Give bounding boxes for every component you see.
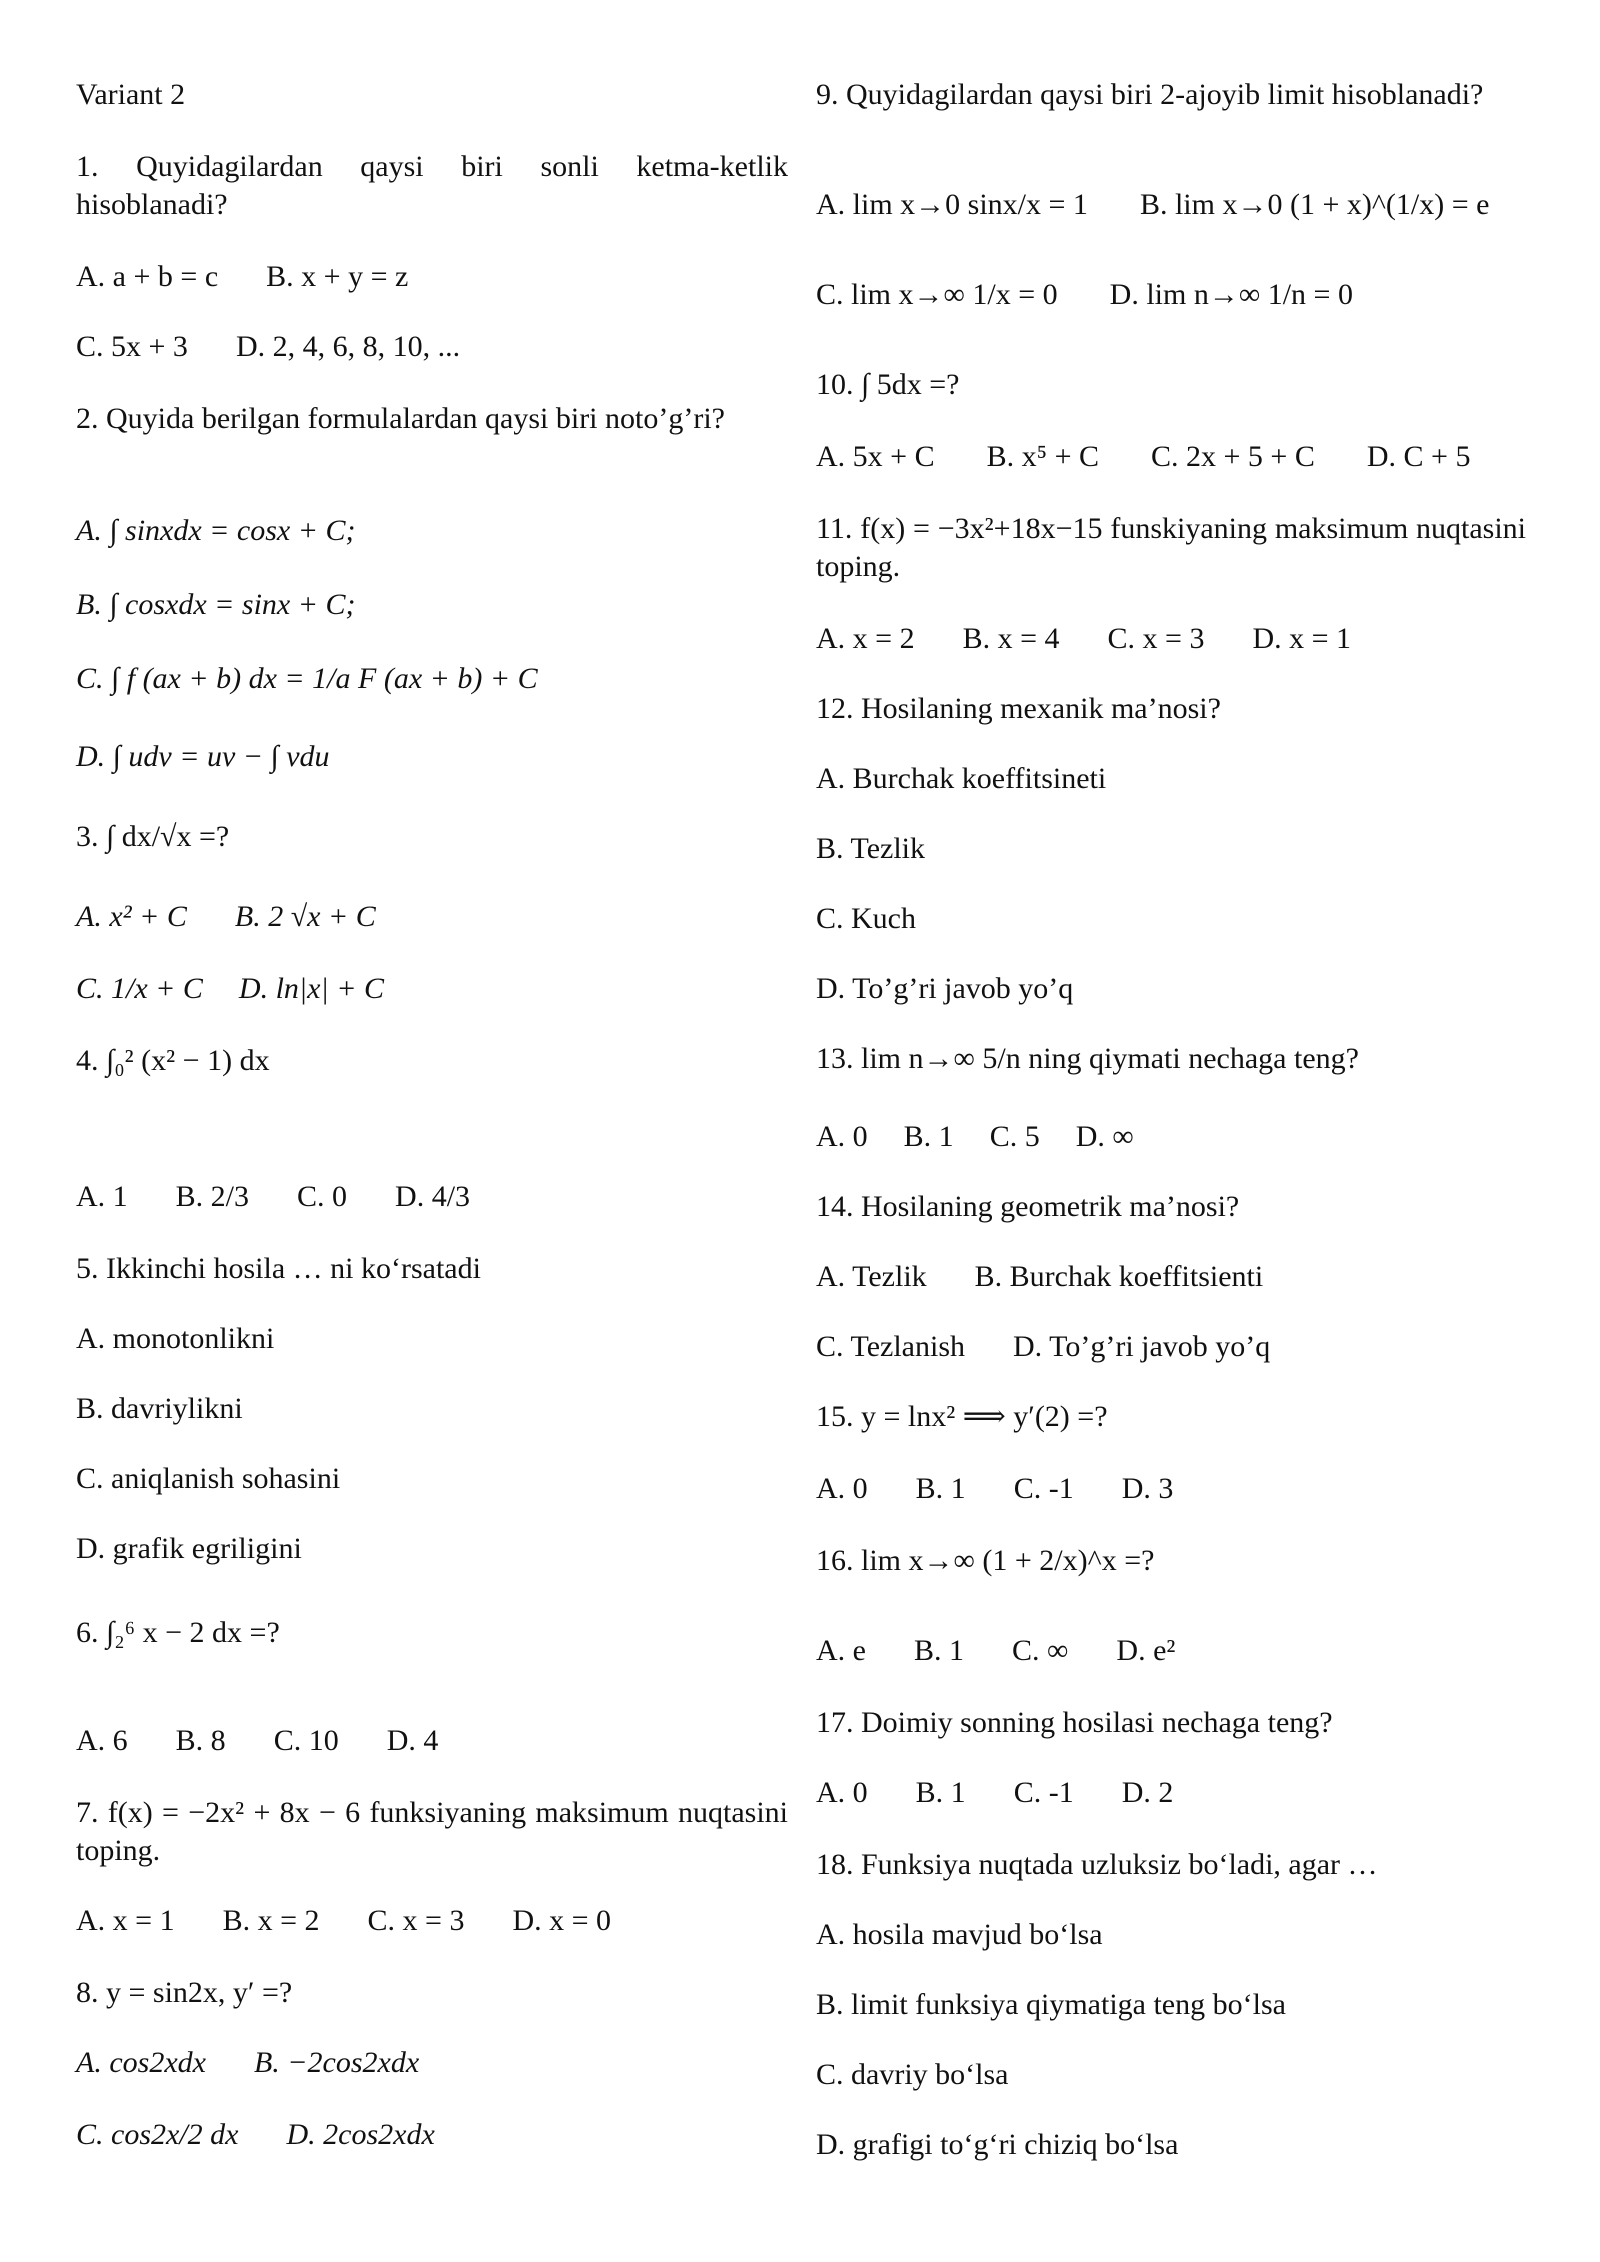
question-16-option-b: B. 1 xyxy=(913,1634,964,1667)
question-13-text: 13. lim n→∞ 5/n ning qiymati nechaga teng? xyxy=(816,1042,1359,1075)
question-6-option-c: C. 10 xyxy=(273,1724,339,1757)
question-8-text: 8. y = sin2x, y′ =? xyxy=(76,1976,293,2009)
question-2-option-d: D. ∫ udv = uv − ∫ vdu xyxy=(76,740,330,773)
question-6-option-b: B. 8 xyxy=(175,1724,226,1757)
question-13-option-c: C. 5 xyxy=(989,1120,1040,1153)
question-9-option-c: C. lim x→∞ 1/x = 0 xyxy=(816,278,1058,311)
question-7-option-b: B. x = 2 xyxy=(222,1904,320,1937)
question-18-text: 18. Funksiya nuqtada uzluksiz bo‘ladi, agar … xyxy=(816,1848,1378,1881)
question-6-option-a: A. 6 xyxy=(76,1724,128,1757)
question-2-text: 2. Quyida berilgan formulalardan qaysi biri noto’g’ri? xyxy=(76,402,725,435)
question-16-text: 16. lim x→∞ (1 + 2/x)^x =? xyxy=(816,1544,1155,1577)
question-18-option-c: C. davriy bo‘lsa xyxy=(816,2058,1009,2091)
question-3-text: 3. ∫ dx/√x =? xyxy=(76,820,230,853)
question-6-option-d: D. 4 xyxy=(386,1724,439,1757)
question-1-option-a: A. a + b = c xyxy=(76,260,219,293)
question-9-option-d: D. lim n→∞ 1/n = 0 xyxy=(1109,278,1353,311)
question-15-options xyxy=(816,1470,1526,1508)
question-12-option-d: D. To’g’ri javob yo’q xyxy=(816,972,1074,1005)
question-13-option-d: D. ∞ xyxy=(1075,1120,1134,1153)
question-6-options xyxy=(76,1722,788,1760)
question-7-option-a: A. x = 1 xyxy=(76,1904,175,1937)
question-16-option-d: D. e² xyxy=(1116,1634,1176,1667)
question-5-option-b: B. davriylikni xyxy=(76,1392,243,1425)
question-17-option-a: A. 0 xyxy=(816,1776,868,1809)
question-4-option-a: A. 1 xyxy=(76,1180,128,1213)
question-4-option-c: C. 0 xyxy=(297,1180,348,1213)
question-1-option-c: C. 5x + 3 xyxy=(76,330,188,363)
question-9-option-a: A. lim x→0 sinx/x = 1 xyxy=(816,188,1088,221)
question-9-options-row-2 xyxy=(816,276,1526,314)
question-11-options xyxy=(816,620,1526,658)
question-10-option-a: A. 5x + C xyxy=(816,440,935,473)
question-14-text: 14. Hosilaning geometrik ma’nosi? xyxy=(816,1190,1240,1223)
question-12-text: 12. Hosilaning mexanik ma’nosi? xyxy=(816,692,1221,725)
question-1-options-row-2 xyxy=(76,328,788,366)
question-1-options-row-1 xyxy=(76,258,788,296)
question-1-text: 1. Quyidagilardan qaysi biri sonli ketma-ketlik hisoblanadi? xyxy=(76,150,788,221)
question-17-option-b: B. 1 xyxy=(915,1776,966,1809)
question-8-options-row-1 xyxy=(76,2044,788,2082)
question-3-options-row-1 xyxy=(76,898,788,936)
question-10-option-b: B. x⁵ + C xyxy=(986,440,1099,473)
question-17-option-c: C. -1 xyxy=(1013,1776,1074,1809)
question-3-option-a: A. x² + C xyxy=(76,900,187,933)
question-7-text: 7. f(x) = −2x² + 8x − 6 funksiyaning maksimum nuqtasini toping. xyxy=(76,1796,788,1867)
question-5-option-a: A. monotonlikni xyxy=(76,1322,275,1355)
question-15-option-c: C. -1 xyxy=(1013,1472,1074,1505)
question-11-option-c: C. x = 3 xyxy=(1107,622,1205,655)
question-16-option-a: A. e xyxy=(816,1634,866,1667)
question-4-option-b: B. 2/3 xyxy=(175,1180,250,1213)
question-15-option-b: B. 1 xyxy=(915,1472,966,1505)
question-9-options-row-1 xyxy=(816,186,1526,224)
question-4-options xyxy=(76,1178,788,1216)
question-16-option-c: C. ∞ xyxy=(1012,1634,1069,1667)
question-9-text: 9. Quyidagilardan qaysi biri 2-ajoyib limit hisoblanadi? xyxy=(816,78,1484,111)
question-11-option-b: B. x = 4 xyxy=(962,622,1060,655)
question-4-text: 4. ∫₀² (x² − 1) dx xyxy=(76,1044,270,1077)
question-2-option-c: C. ∫ f (ax + b) dx = 1/a F (ax + b) + C xyxy=(76,662,538,695)
question-9-option-b: B. lim x→0 (1 + x)^(1/x) = e xyxy=(1139,188,1490,221)
question-8-option-b: B. −2cos2xdx xyxy=(253,2046,420,2079)
question-14-option-c: C. Tezlanish xyxy=(816,1330,965,1363)
question-12-option-a: A. Burchak koeffitsineti xyxy=(816,762,1107,795)
question-5-text: 5. Ikkinchi hosila … ni ko‘rsatadi xyxy=(76,1252,481,1285)
question-10-option-c: C. 2x + 5 + C xyxy=(1151,440,1315,473)
question-15-text: 15. y = lnx² ⟹ y′(2) =? xyxy=(816,1400,1108,1433)
question-1-option-d: D. 2, 4, 6, 8, 10, ... xyxy=(235,330,461,363)
question-18-option-a: A. hosila mavjud bo‘lsa xyxy=(816,1918,1103,1951)
question-10-option-d: D. C + 5 xyxy=(1366,440,1471,473)
question-1-option-b: B. x + y = z xyxy=(266,260,409,293)
question-8-option-d: D. 2cos2xdx xyxy=(286,2118,435,2151)
question-17-text: 17. Doimiy sonning hosilasi nechaga teng? xyxy=(816,1706,1333,1739)
question-14-options-row-1 xyxy=(816,1258,1526,1296)
question-14-option-d: D. To’g’ri javob yo’q xyxy=(1013,1330,1271,1363)
question-15-option-d: D. 3 xyxy=(1121,1472,1174,1505)
question-7-option-d: D. x = 0 xyxy=(512,1904,612,1937)
question-8-options-row-2 xyxy=(76,2116,788,2154)
question-3-option-d: D. ln|x| + C xyxy=(238,972,384,1005)
question-17-option-d: D. 2 xyxy=(1121,1776,1174,1809)
question-2-option-b: B. ∫ cosxdx = sinx + C; xyxy=(76,588,356,621)
question-5-option-c: C. aniqlanish sohasini xyxy=(76,1462,341,1495)
question-11-option-d: D. x = 1 xyxy=(1252,622,1352,655)
question-5-option-d: D. grafik egriligini xyxy=(76,1532,302,1565)
question-8-option-c: C. cos2x/2 dx xyxy=(76,2118,239,2151)
question-10-options xyxy=(816,438,1526,476)
question-14-option-a: A. Tezlik xyxy=(816,1260,927,1293)
question-18-option-b: B. limit funksiya qiymatiga teng bo‘lsa xyxy=(816,1988,1286,2021)
question-17-options xyxy=(816,1774,1526,1812)
question-2-option-a: A. ∫ sinxdx = cosx + C; xyxy=(76,514,356,547)
question-13-options xyxy=(816,1118,1526,1156)
question-18-option-d: D. grafigi to‘g‘ri chiziq bo‘lsa xyxy=(816,2128,1179,2161)
question-7-options xyxy=(76,1902,788,1940)
question-15-option-a: A. 0 xyxy=(816,1472,868,1505)
question-12-option-b: B. Tezlik xyxy=(816,832,925,865)
question-10-text: 10. ∫ 5dx =? xyxy=(816,368,960,401)
question-12-option-c: C. Kuch xyxy=(816,902,916,935)
question-3-options-row-2 xyxy=(76,970,788,1008)
question-14-option-b: B. Burchak koeffitsienti xyxy=(974,1260,1264,1293)
question-11-text: 11. f(x) = −3x²+18x−15 funskiyaning maksimum nuqtasini toping. xyxy=(816,512,1526,583)
question-3-option-b: B. 2 √x + C xyxy=(234,900,376,933)
question-7-option-c: C. x = 3 xyxy=(367,1904,465,1937)
question-4-option-d: D. 4/3 xyxy=(395,1180,471,1213)
question-14-options-row-2 xyxy=(816,1328,1526,1366)
question-6-text: 6. ∫₂⁶ x − 2 dx =? xyxy=(76,1616,280,1649)
question-13-option-a: A. 0 xyxy=(816,1120,868,1153)
question-3-option-c: C. 1/x + C xyxy=(76,972,203,1005)
question-8-option-a: A. cos2xdx xyxy=(76,2046,206,2079)
variant-title: Variant 2 xyxy=(76,78,186,111)
question-16-options xyxy=(816,1632,1526,1670)
question-11-option-a: A. x = 2 xyxy=(816,622,915,655)
question-13-option-b: B. 1 xyxy=(903,1120,954,1153)
